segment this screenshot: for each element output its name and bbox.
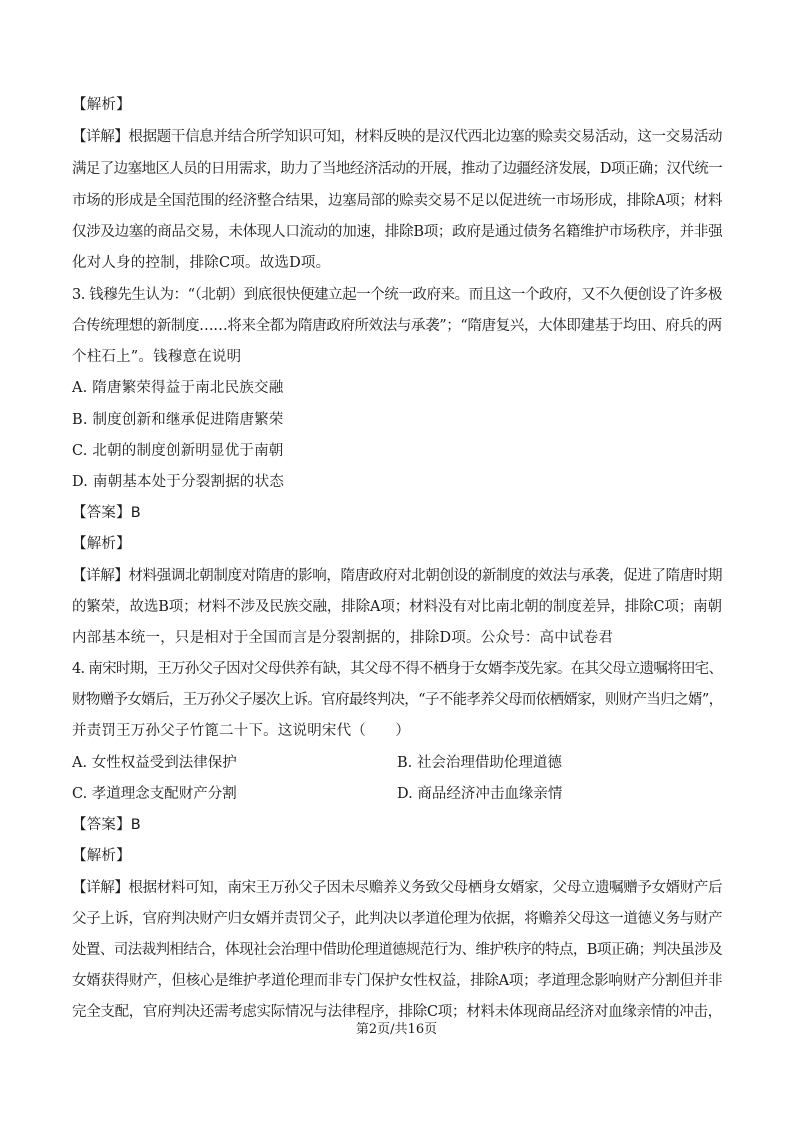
q3-stem-line: 3. 钱穆先生认为：“（北朝）到底很快便建立起一个统一政府来。而且这一个政府，又不久便创设了许多极 [72,287,722,303]
q4-option-b: B. 社会治理借助伦理道德 [397,755,562,771]
q4-detail-line: 处置、司法裁判相结合，体现社会治理中借助伦理道德规范行为、维护秩序的特点，B项正确；判决虽涉及 [72,942,723,958]
q2-detail-line: 仅涉及边塞的商品交易，未体现人口流动的加速，排除B项；政府是通过债务名籍维护市场秩序，并非强 [72,224,723,240]
analysis-label: 【解析】 [72,97,131,113]
q3-option-d: D. 南朝基本处于分裂割据的状态 [72,474,285,490]
q3-analysis-label: 【解析】 [72,536,131,552]
q3-detail-line: 内部基本统一，只是相对于全国而言是分裂割据的，排除D项。公众号：高中试卷君 [72,630,614,646]
q4-detail-line: 女婿获得财产，但核心是维护孝道伦理而非专门保护女性权益，排除A项；孝道理念影响财产分割但并非 [72,973,723,989]
q4-detail-line: 【详解】根据材料可知，南宋王万孙父子因未尽赡养义务致父母栖身女婿家，父母立遗嘱赠予女婿财产后 [72,880,723,896]
q3-stem-line: 合传统理想的新制度……将来全都为隋唐政府所效法与承袭”；“隋唐复兴，大体即建基于均田、府兵的两 [72,318,722,334]
q4-option-c: C. 孝道理念支配财产分割 [72,786,237,802]
q3-answer: 【答案】B [72,505,141,521]
q2-detail-line: 满足了边塞地区人员的日用需求，助力了当地经济活动的开展，推动了边疆经济发展，D项正确；汉代统一 [72,161,723,177]
q4-stem-line: 4. 南宋时期，王万孙父子因对父母供养有缺，其父母不得不栖身于女婿李茂先家。在其父母立遗嘱将田宅、 [72,661,723,677]
q3-detail-line: 【详解】材料强调北朝制度对隋唐的影响，隋唐政府对北朝创设的新制度的效法与承袭，促进了隋唐时期 [72,568,723,584]
q3-detail-line: 的繁荣，故选B项；材料不涉及民族交融，排除A项；材料没有对比南北朝的制度差异，排除C项；南朝 [72,599,722,615]
q3-stem-line: 个柱石上”。钱穆意在说明 [72,349,242,365]
q3-option-b: B. 制度创新和继承促进隋唐繁荣 [72,412,284,428]
q4-stem-line: 财物赠予女婿后，王万孙父子屡次上诉。官府最终判决，“子不能孝养父母而依栖婿家，则财产当归之婿”， [72,692,723,708]
q3-option-a: A. 隋唐繁荣得益于南北民族交融 [72,380,284,396]
q4-option-d: D. 商品经济冲击血缘亲情 [397,786,563,802]
q4-answer: 【答案】B [72,817,141,833]
q4-detail-line: 父子上诉，官府判决财产归女婿并责罚父子，此判决以孝道伦理为依据，将赡养父母这一道德义务与财产 [72,911,723,927]
q2-detail-line: 市场的形成是全国范围的经济整合结果，边塞局部的赊卖交易不足以促进统一市场形成，排除A项；材料 [72,193,723,209]
q3-option-c: C. 北朝的制度创新明显优于南朝 [72,443,284,459]
q4-detail-line: 完全支配，官府判决还需考虑实际情况与法律程序，排除C项；材料未体现商品经济对血缘亲情的冲击， [72,1004,722,1020]
q2-detail-line: 化对人身的控制，排除C项。故选D项。 [72,255,331,271]
q4-analysis-label: 【解析】 [72,848,131,864]
q4-option-a: A. 女性权益受到法律保护 [72,755,237,771]
q4-stem-line: 并责罚王万孙父子竹篦二十下。这说明宋代（ ） [72,723,411,739]
q2-detail-line: 【详解】根据题干信息并结合所学知识可知，材料反映的是汉代西北边塞的赊卖交易活动，这一交易活动 [72,129,723,145]
page-number-footer: 第2页/共16页 [355,1022,438,1037]
